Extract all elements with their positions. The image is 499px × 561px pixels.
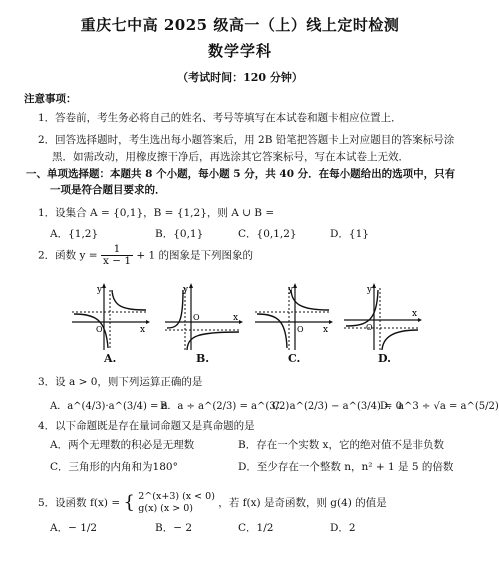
section1-instructions-cont: 一项是符合题目要求的． — [50, 184, 166, 196]
exam-title: 重庆七中高 2025 级高一（上）线上定时检测 — [80, 16, 400, 34]
q4-stem: 4．以下命题既是存在量词命题又是真命题的是 — [38, 420, 255, 432]
exam-time: （考试时间：120 分钟） — [177, 71, 303, 84]
section1-instructions: 一、单项选择题：本题共 8 个小题，每小题 5 分，共 40 分．在每小题给出的选项中，只有 — [26, 168, 456, 180]
q2-graph-d-ylabel: y — [367, 285, 373, 295]
q5-option-d: D．2 — [330, 522, 356, 534]
q5-option-a: A．− 1/2 — [50, 522, 98, 534]
q4-option-d: D．至少存在一个整数 n，n² + 1 是 5 的倍数 — [238, 461, 454, 473]
q2-fraction-num: 1 — [101, 244, 133, 256]
q1-stem: 1．设集合 A = {0,1}，B = {1,2}，则 A ∪ B = — [38, 207, 275, 219]
q4-option-a: A．两个无理数的积必是无理数 — [50, 439, 195, 451]
q3-option-a: A．a^(4/3)·a^(3/4) = a — [50, 401, 168, 412]
q2-stem-pre: 2．函数 y = — [38, 249, 98, 262]
q5-brace-icon: { — [123, 492, 135, 513]
subject-title: 数学学科 — [207, 42, 272, 60]
q1-option-b: B．{0,1} — [155, 228, 204, 240]
q2-stem — [38, 244, 253, 267]
q2-graph-b-ylabel: y — [183, 285, 189, 295]
q5-case-1: 2^(x+3) (x < 0) — [138, 491, 215, 502]
q1-option-d: D．{1} — [330, 228, 369, 240]
q2-graph-a-label: A. — [104, 352, 117, 365]
q2-graph-c-xlabel: x — [323, 325, 329, 335]
q2-graph-d-xlabel: x — [412, 309, 418, 319]
notes-heading: 注意事项： — [24, 93, 77, 105]
note-2-line2: 黑．如需改动，用橡皮擦干净后，再选涂其它答案标号，写在本试卷上无效． — [52, 151, 409, 163]
q5-case-2: g(x) (x > 0) — [138, 503, 193, 514]
q2-graph-d — [342, 282, 422, 352]
q2-graph-c-ylabel: y — [288, 285, 294, 295]
q1-option-a: A．{1,2} — [50, 228, 99, 240]
note-2-line1: 2．回答选择题时，考生选出每小题答案后，用 2B 铅笔把答题卡上对应题目的答案标号涂 — [38, 134, 455, 146]
q2-graph-b-origin: O — [193, 313, 200, 322]
q4-option-b: B．存在一个实数 x，它的绝对值不是非负数 — [238, 439, 444, 451]
q2-graph-c-label: C. — [288, 352, 301, 365]
q5-option-c: C．1/2 — [238, 522, 274, 534]
q3-option-b: B．a ÷ a^(2/3) = a^(3/2) — [160, 401, 290, 412]
q2-graph-c — [253, 282, 333, 352]
q1-option-c: C．{0,1,2} — [238, 228, 297, 240]
q3-stem: 3．设 a > 0，则下列运算正确的是 — [38, 376, 203, 388]
q2-graph-b — [163, 282, 243, 352]
q2-fraction-den: x − 1 — [102, 255, 132, 267]
q2-graph-a-xlabel: x — [140, 325, 146, 335]
q3-option-c: C．a^(2/3) − a^(3/4) = 0 — [272, 401, 402, 412]
q2-fraction — [101, 244, 133, 267]
q2-graph-d-origin: O — [366, 323, 373, 332]
q2-graph-a-origin: O — [96, 325, 103, 334]
q2-graph-a — [70, 282, 150, 352]
q5-cases — [138, 491, 215, 515]
q2-graph-c-origin: O — [297, 325, 304, 334]
q5-stem-post: ，若 f(x) 是奇函数，则 g(4) 的值是 — [218, 497, 387, 509]
q5-stem — [38, 491, 387, 515]
q2-graph-b-label: B. — [196, 352, 210, 365]
q2-graph-b-xlabel: x — [233, 313, 239, 323]
q2-stem-post: + 1 的图象是下列图象的 — [136, 249, 254, 262]
note-1: 1．答卷前，考生务必将自己的姓名、考号等填写在本试卷和题卡相应位置上． — [38, 112, 402, 124]
q3-option-d: D．a^3 ÷ √a = a^(5/2) — [380, 401, 499, 412]
q5-stem-pre: 5．设函数 f(x) = — [38, 497, 121, 509]
q2-graph-d-label: D. — [378, 352, 391, 365]
q2-graph-a-ylabel: y — [97, 285, 103, 295]
q4-option-c: C．三角形的内角和为180° — [50, 461, 178, 473]
q5-option-b: B．− 2 — [155, 522, 193, 534]
